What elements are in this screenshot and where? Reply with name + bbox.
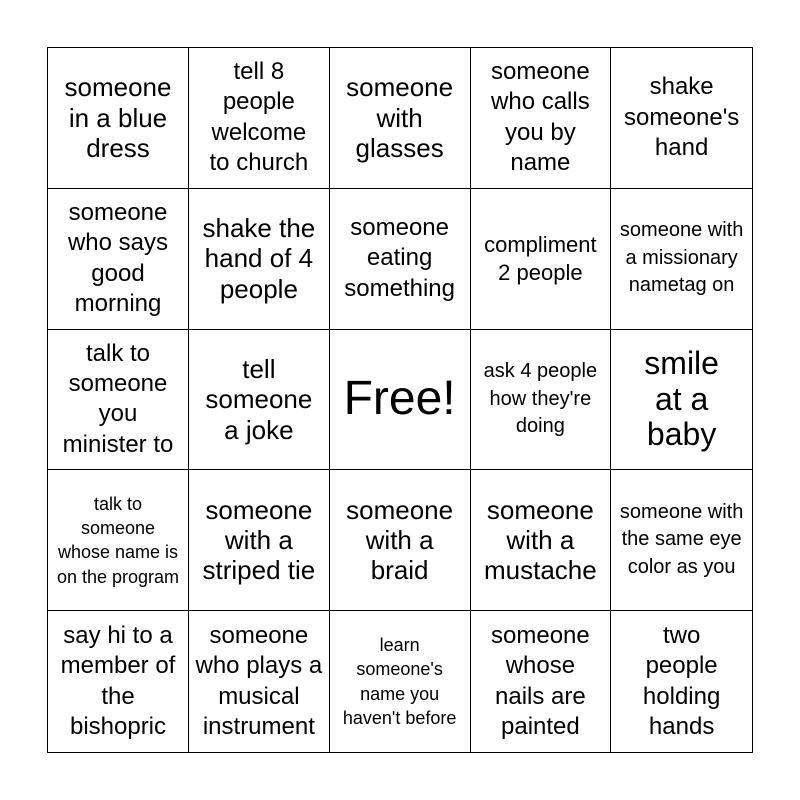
cell-label: someone eating something <box>344 213 455 302</box>
cell-label: shake the hand of 4 people <box>202 213 316 304</box>
bingo-cell[interactable] <box>330 470 471 611</box>
bingo-cell[interactable] <box>471 330 612 471</box>
cell-label: someone who says good morning <box>67 198 169 318</box>
bingo-cell[interactable] <box>189 330 330 471</box>
cell-label: someone with a missionary nametag on <box>619 219 744 297</box>
bingo-cell[interactable] <box>189 189 330 330</box>
bingo-cell[interactable] <box>471 611 612 752</box>
cell-label: someone with a braid <box>346 494 454 586</box>
cell-label: someone with glasses <box>346 72 454 164</box>
cell-label: shake someone's hand <box>623 73 740 162</box>
cell-label: talk to someone whose name is on the program <box>56 493 180 587</box>
bingo-cell[interactable] <box>330 48 471 189</box>
cell-label: someone with a striped tie <box>202 494 316 586</box>
cell-label: two people holding hands <box>642 621 721 741</box>
bingo-cell[interactable] <box>48 48 189 189</box>
cell-label: learn someone's name you haven't before <box>342 635 457 728</box>
cell-label: someone whose nails are painted <box>491 621 590 741</box>
cell-label: ask 4 people how they're doing <box>483 360 598 438</box>
cell-label: someone with a mustache <box>484 494 597 586</box>
bingo-cell[interactable] <box>611 189 752 330</box>
bingo-cell[interactable] <box>48 611 189 752</box>
cell-label: say hi to a member of the bishopric <box>60 621 176 741</box>
cell-label: someone who plays a musical instrument <box>195 621 323 741</box>
bingo-cell[interactable] <box>611 611 752 752</box>
bingo-cell[interactable] <box>611 330 752 471</box>
bingo-cell[interactable] <box>471 189 612 330</box>
cell-label: someone who calls you by name <box>491 57 590 177</box>
bingo-cell[interactable] <box>48 470 189 611</box>
bingo-cell[interactable] <box>471 470 612 611</box>
cell-label: compliment 2 people <box>484 231 597 285</box>
bingo-cell[interactable] <box>611 48 752 189</box>
cell-label: talk to someone you minister to <box>62 339 174 458</box>
free-space-cell[interactable] <box>330 330 471 471</box>
bingo-cell[interactable] <box>189 470 330 611</box>
cell-label: someone with the same eye color as you <box>619 500 744 579</box>
bingo-cell[interactable] <box>611 470 752 611</box>
bingo-cell[interactable] <box>330 189 471 330</box>
bingo-cell[interactable] <box>189 611 330 752</box>
cell-label: tell someone a joke <box>205 353 313 445</box>
bingo-board <box>47 47 753 753</box>
bingo-cell[interactable] <box>48 189 189 330</box>
free-space-label: Free! <box>343 372 456 426</box>
cell-label: someone in a blue dress <box>64 72 172 164</box>
bingo-cell[interactable] <box>330 611 471 752</box>
bingo-cell[interactable] <box>48 330 189 471</box>
cell-label: tell 8 people welcome to church <box>209 57 309 177</box>
cell-label: smile at a baby <box>644 344 719 453</box>
bingo-cell[interactable] <box>471 48 612 189</box>
bingo-cell[interactable] <box>189 48 330 189</box>
